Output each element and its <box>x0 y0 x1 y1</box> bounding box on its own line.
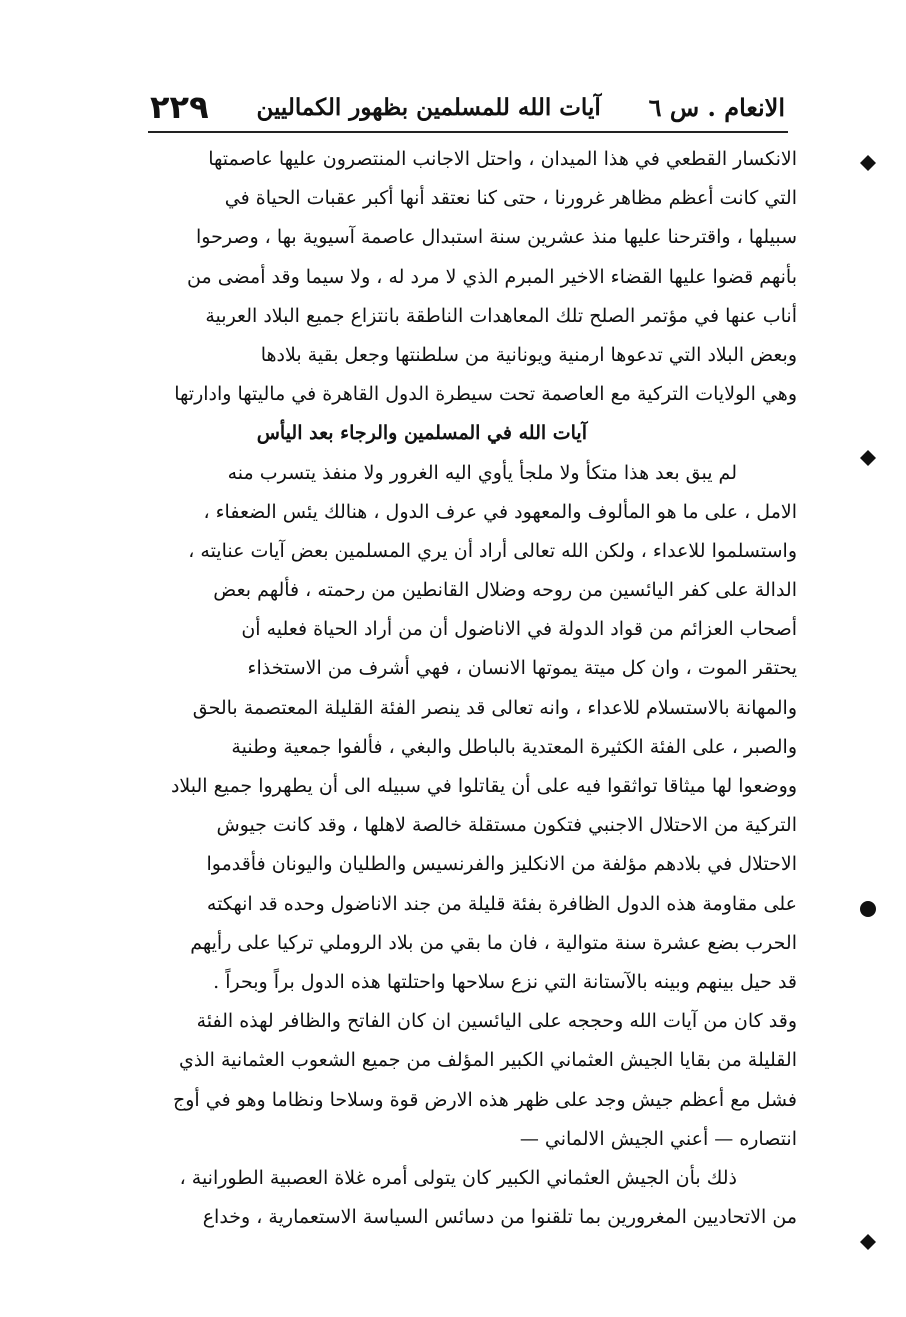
margin-marker-icon <box>857 898 879 920</box>
section-title: آيات الله للمسلمين بظهور الكماليين <box>256 93 601 121</box>
text-line: الدالة على كفر اليائسين من روحه وضلال القانطين من رحمته ، فألهم بعض <box>213 579 797 602</box>
text-line: أصحاب العزائم من قواد الدولة في الاناضول أن من أراد الحياة فعليه أن <box>241 618 797 641</box>
text-line: فشل مع أعظم جيش وجد على ظهر هذه الارض قوة وسلاحا ونظاما وهو في أوج <box>172 1088 797 1111</box>
text-line: لم يبق بعد هذا متكأ ولا ملجأ يأوي اليه الغرور ولا منفذ يتسرب منه <box>227 461 737 484</box>
text-line: ووضعوا لها ميثاقا تواثقوا فيه على أن يقاتلوا في سبيله الى أن يطهروا جميع البلاد <box>170 775 797 797</box>
text-line: أناب عنها في مؤتمر الصلح تلك المعاهدات الناطقة بانتزاع جميع البلاد العربية <box>205 304 797 327</box>
text-line: والمهانة بالاستسلام للاعداء ، وانه تعالى قد ينصر الفئة القليلة المعتصمة بالحق <box>192 696 797 719</box>
margin-marker-icon <box>857 152 879 174</box>
text-line: على مقاومة هذه الدول الظافرة بفئة قليلة من جند الاناضول وحده قد انهكته <box>206 892 797 915</box>
text-line: من الاتحاديين المغرورين بما تلقنوا من دسائس السياسة الاستعمارية ، وخداع <box>202 1206 797 1229</box>
page-number: ٢٢٩ <box>150 88 209 126</box>
text-line: سبيلها ، واقترحنا عليها منذ عشرين سنة استبدال عاصمة آسيوية بها ، وصرحوا <box>196 226 797 249</box>
text-line: قد حيل بينهم وبينه بالآستانة التي نزع سلاحها واحتلتها هذه الدول براً وبحراً . <box>213 970 797 993</box>
text-line: التركية من الاحتلال الاجنبي فتكون مستقلة خالصة لاهلها ، وقد كانت جيوش <box>216 814 797 837</box>
text-line: التي كانت أعظم مظاهر غرورنا ، حتى كنا نعتقد أنها أكبر عقبات الحياة في <box>224 187 797 210</box>
text-line: وهي الولايات التركية مع العاصمة تحت سيطرة الدول القاهرة في ماليتها وادارتها <box>174 383 797 406</box>
header-divider <box>148 131 788 133</box>
text-line: انتصاره — أعني الجيش الالماني — <box>519 1127 797 1150</box>
body-text <box>125 140 797 1237</box>
text-line: وبعض البلاد التي تدعوها ارمنية ويونانية من سلطنتها وجعل بقية بلادها <box>260 343 797 366</box>
surah-reference: الانعام . س ٦ <box>648 92 785 122</box>
text-line: الاحتلال في بلادهم مؤلفة من الانكليز والفرنسيس والطليان واليونان فأقدموا <box>206 853 797 876</box>
text-line: القليلة من بقايا الجيش العثماني الكبير المؤلف من جميع الشعوب العثمانية الذي <box>179 1049 797 1072</box>
text-line: الحرب بضع عشرة سنة متوالية ، فان ما بقي من بلاد الروملي تركيا على رأيهم <box>190 931 797 954</box>
text-line: واستسلموا للاعداء ، ولكن الله تعالى أراد أن يري المسلمين بعض آيات عنايته ، <box>188 539 797 562</box>
section-subheading: آيات الله في المسلمين والرجاء بعد اليأس <box>256 422 587 445</box>
text-line: ذلك بأن الجيش العثماني الكبير كان يتولى أمره غلاة العصبية الطورانية ، <box>179 1166 737 1189</box>
text-line: بأنهم قضوا عليها القضاء الاخير المبرم الذي لا مرد له ، ولا سيما وقد أمضى من <box>187 265 797 288</box>
margin-marker-icon <box>857 1231 879 1253</box>
text-line: والصبر ، على الفئة الكثيرة المعتدية بالباطل والبغي ، فألفوا جمعية وطنية <box>231 735 797 758</box>
text-line: وقد كان من آيات الله وحججه على اليائسين ان كان الفاتح والظافر لهذه الفئة <box>196 1010 797 1033</box>
margin-marker-icon <box>857 447 879 469</box>
text-line: يحتقر الموت ، وان كل ميتة يموتها الانسان ، فهي أشرف من الاستخذاء <box>247 657 797 680</box>
text-line: الامل ، على ما هو المألوف والمعهود في عرف الدول ، هنالك يئس الضعفاء ، <box>203 500 797 523</box>
page-header <box>150 84 785 130</box>
text-line: الانكسار القطعي في هذا الميدان ، واحتل الاجانب المنتصرون عليها عاصمتها <box>208 148 797 170</box>
